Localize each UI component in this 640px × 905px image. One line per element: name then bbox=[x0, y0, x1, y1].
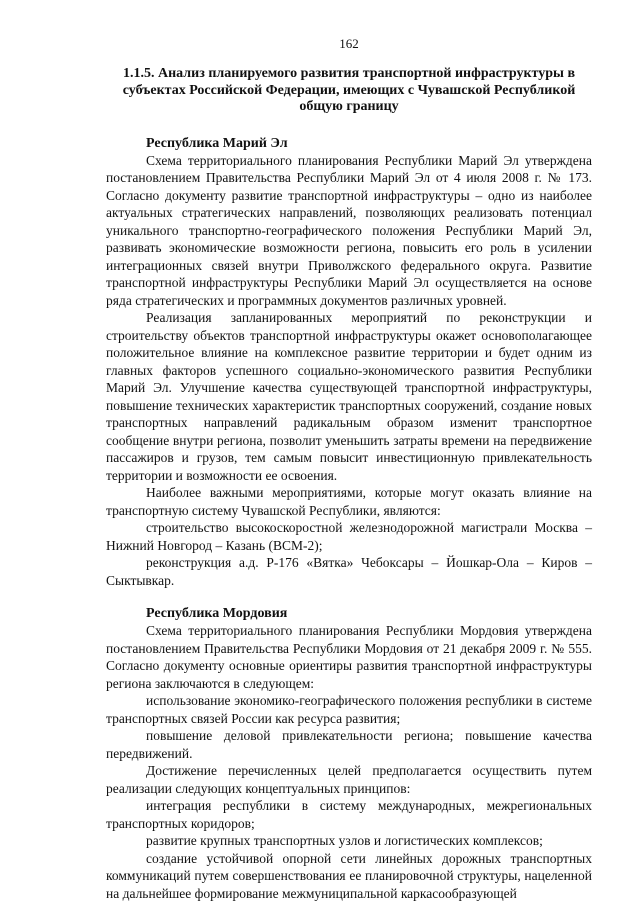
section-mordovia bbox=[106, 606, 592, 902]
paragraph: Схема территориального планирования Республики Марий Эл утверждена постановлением Правительства Республики Марий Эл от 4 июля 2008 г. № 173. Согласно документу развитие транспортной инфраструктуры – одно из наиболее актуальных стратегических направлений, позволяющих реализовать потенциал уникального транспортно-географического положения Республики Марий Эл, развивать экономические возможности региона, повысить его роль в усилении интеграционных связей внутри Приволжского федерального округа. Развитие транспортной инфраструктуры Республики Марий Эл осуществляется на основе ряда стратегических и программных документов различных уровней. bbox=[106, 152, 592, 308]
list-item: интеграция республики в систему международных, межрегиональных транспортных коридоров; bbox=[106, 798, 592, 831]
document-page bbox=[106, 36, 592, 902]
list-item: развитие крупных транспортных узлов и логистических комплексов; bbox=[146, 833, 543, 848]
section-mari-el bbox=[106, 136, 592, 590]
section-heading: Республика Марий Эл bbox=[146, 135, 288, 151]
paragraph: Схема территориального планирования Республики Мордовия утверждена постановлением Правительства Республики Мордовия от 21 декабря 2009 г. № 555. Согласно документу основные ориентиры развития транспортной инфраструктуры региона заключаются в следующем: bbox=[106, 623, 592, 691]
section-title: 1.1.5. Анализ планируемого развития транспортной инфраструктуры в субъектах Российской Федерации, имеющих с Чувашской Республикой общую границу bbox=[122, 66, 576, 114]
paragraph: Реализация запланированных мероприятий по реконструкции и строительству объектов транспортной инфраструктуры окажет основополагающее положительное влияние на комплексное развитие территории и будет одним из главных факторов успешного социально-экономического развития Республики Марий Эл. Улучшение качества существующей транспортной инфраструктуры, повышение технических характеристик транспортных сооружений, создание новых транспортных направлений радикальным образом изменит транспортное сообщение внутри региона, позволит уменьшить затраты времени на передвижение пассажиров и грузов, тем самым повысит инвестиционную привлекательность территории и возможности ее освоения. bbox=[106, 310, 592, 483]
list-item: повышение деловой привлекательности региона; повышение качества передвижений. bbox=[106, 728, 592, 761]
list-item: реконструкция а.д. Р-176 «Вятка» Чебоксары – Йошкар-Ола – Киров – Сыктывкар. bbox=[106, 555, 592, 588]
list-item: строительство высокоскоростной железнодорожной магистрали Москва – Нижний Новгород – Казань (ВСМ-2); bbox=[106, 520, 592, 553]
paragraph: Наиболее важными мероприятиями, которые могут оказать влияние на транспортную систему Чувашской Республики, являются: bbox=[106, 485, 592, 518]
list-item: использование экономико-географического положения республики в системе транспортных связей России как ресурса развития; bbox=[106, 693, 592, 726]
page-number: 162 bbox=[339, 36, 359, 51]
paragraph: Достижение перечисленных целей предполагается осуществить путем реализации следующих концептуальных принципов: bbox=[106, 763, 592, 796]
section-heading: Республика Мордовия bbox=[146, 606, 288, 621]
section-spacer bbox=[106, 589, 592, 606]
list-item: создание устойчивой опорной сети линейных дорожных транспортных коммуникаций путем совершенствования ее планировочной структуры, нацеленной на дальнейшее формирование межмуниципальной каркасообразующей bbox=[106, 850, 592, 901]
